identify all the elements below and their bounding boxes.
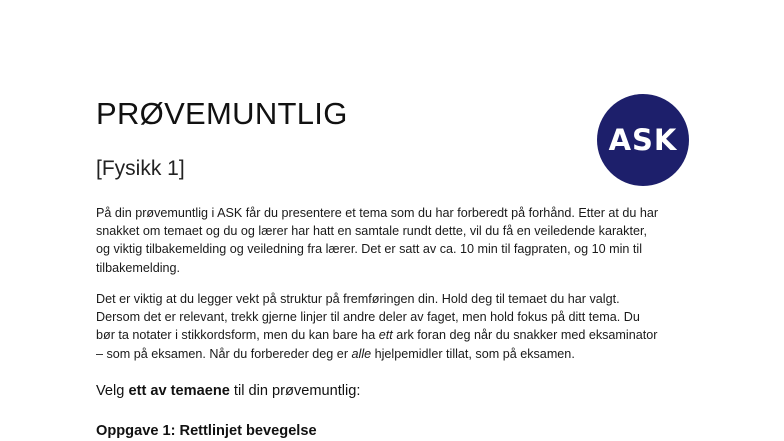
paragraph-line: På din prøvemuntlig i ASK får du presentere et tema som du har forberedt på forhånd. Etter at du har [96, 206, 659, 220]
line-text: bør ta notater i stikkordsform, men du kan bare ha [96, 328, 379, 343]
paragraph-line [96, 345, 736, 363]
ask-logo [597, 94, 689, 186]
choose-topic-instruction [96, 383, 360, 399]
task-1-heading: Oppgave 1: Rettlinjet bevegelse [96, 423, 317, 439]
instruction-suffix: til din prøvemuntlig: [229, 383, 361, 399]
paragraph-line: Dersom det er relevant, trekk gjerne linjer til andre deler av faget, men hold fokus på ditt tema. Du [96, 310, 640, 325]
structure-paragraph [96, 290, 736, 363]
paragraph-line [96, 326, 736, 344]
intro-paragraph [96, 204, 736, 277]
line-text: ark foran deg når du snakker med eksaminator [392, 328, 658, 343]
paragraph-line: tilbakemelding. [96, 260, 181, 275]
paragraph-line: snakket om temaet og du og lærer har hatt en samtale rundt dette, vil du få en veiledende karakter, [96, 224, 647, 239]
emphasis-text: ett [378, 328, 393, 343]
paragraph-line: Det er viktig at du legger vekt på struktur på fremføringen din. Hold deg til temaet du har valgt. [96, 292, 620, 306]
emphasis-text: alle [351, 346, 372, 361]
page-subtitle: [Fysikk 1] [96, 157, 185, 180]
instruction-bold: ett av temaene [128, 383, 230, 399]
instruction-prefix: Velg [96, 383, 129, 399]
page-title: PRØVEMUNTLIG [96, 96, 348, 131]
line-text: hjelpemidler tillat, som på eksamen. [371, 346, 575, 361]
paragraph-line: og viktig tilbakemelding og veiledning fra lærer. Det er satt av ca. 10 min til fagpraten, og 10 min til [96, 242, 643, 257]
line-text: – som på eksamen. Når du forbereder deg er [96, 346, 352, 361]
logo-text: ASK [608, 123, 678, 157]
